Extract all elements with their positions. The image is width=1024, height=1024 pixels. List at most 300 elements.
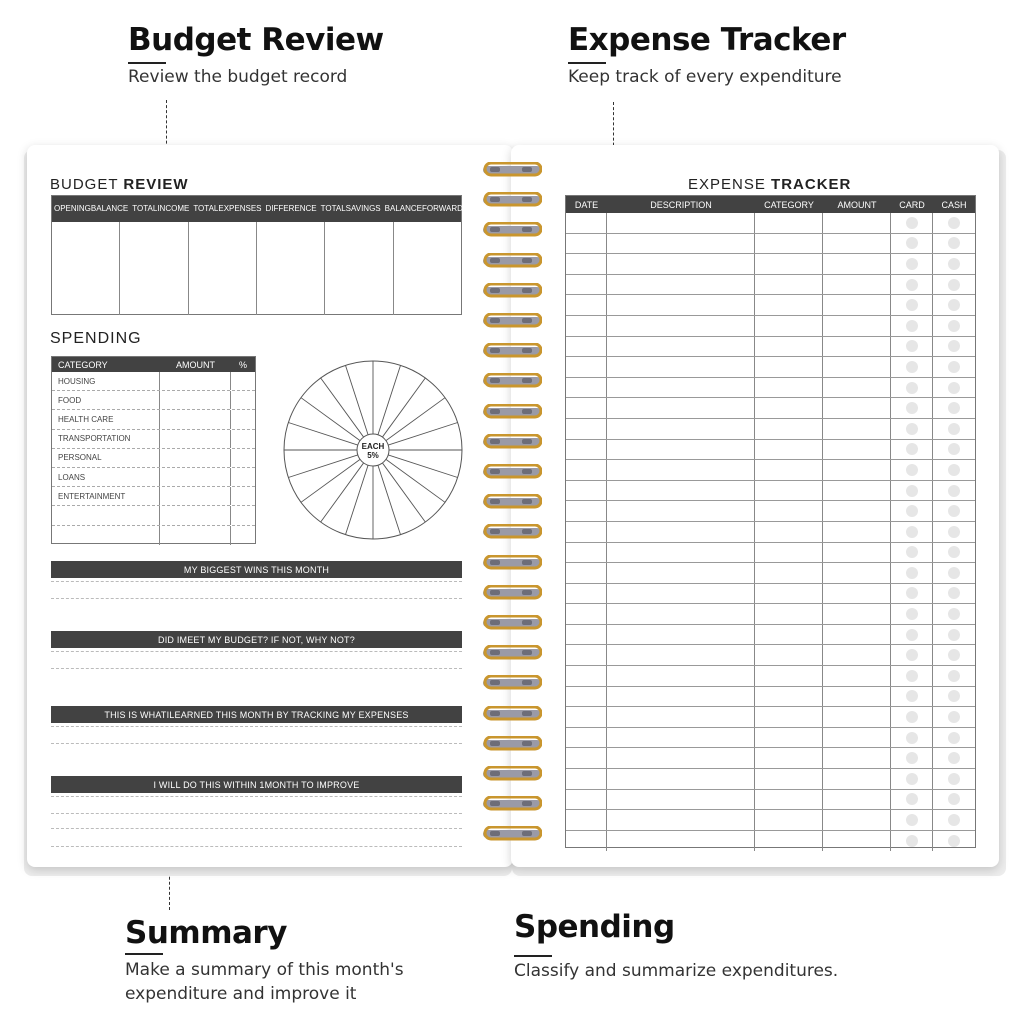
cash-checkbox[interactable] bbox=[948, 402, 960, 414]
cash-checkbox[interactable] bbox=[948, 649, 960, 661]
expense-card-cell[interactable] bbox=[891, 769, 933, 789]
expense-cash-cell[interactable] bbox=[933, 645, 975, 665]
summary-prompt-bar: MY BIGGEST WINS THIS MONTH bbox=[51, 561, 462, 578]
expense-row bbox=[566, 419, 975, 440]
summary-writing-line[interactable] bbox=[51, 796, 462, 797]
expense-cash-cell[interactable] bbox=[933, 460, 975, 480]
summary-caption-line2: expenditure and improve it bbox=[125, 984, 357, 1004]
expense-description-cell[interactable] bbox=[607, 460, 755, 480]
card-checkbox[interactable] bbox=[906, 382, 918, 394]
expense-card-cell[interactable] bbox=[891, 357, 933, 377]
expense-card-cell[interactable] bbox=[891, 398, 933, 418]
expense-description-cell[interactable] bbox=[607, 687, 755, 707]
spending-amount-cell[interactable] bbox=[160, 487, 231, 505]
expense-category-cell[interactable] bbox=[755, 275, 823, 295]
spending-percent-cell[interactable] bbox=[231, 526, 255, 545]
expense-card-cell[interactable] bbox=[891, 748, 933, 768]
card-checkbox[interactable] bbox=[906, 217, 918, 229]
cash-checkbox[interactable] bbox=[948, 629, 960, 641]
expense-card-cell[interactable] bbox=[891, 316, 933, 336]
budget-review-cell[interactable] bbox=[52, 222, 120, 315]
expense-card-cell[interactable] bbox=[891, 584, 933, 604]
expense-amount-cell[interactable] bbox=[823, 707, 891, 727]
card-checkbox[interactable] bbox=[906, 485, 918, 497]
summary-writing-line[interactable] bbox=[51, 726, 462, 727]
spending-amount-cell[interactable] bbox=[160, 391, 231, 409]
expense-category-cell[interactable] bbox=[755, 584, 823, 604]
expense-cash-cell[interactable] bbox=[933, 584, 975, 604]
cash-checkbox[interactable] bbox=[948, 279, 960, 291]
budget-review-cell[interactable] bbox=[257, 222, 325, 315]
spending-amount-cell[interactable] bbox=[160, 526, 231, 545]
expense-date-cell[interactable] bbox=[566, 254, 607, 274]
cash-checkbox[interactable] bbox=[948, 382, 960, 394]
expense-date-cell[interactable] bbox=[566, 625, 607, 645]
expense-cash-cell[interactable] bbox=[933, 481, 975, 501]
expense-date-cell[interactable] bbox=[566, 831, 607, 852]
cash-checkbox[interactable] bbox=[948, 423, 960, 435]
spending-percent-cell[interactable] bbox=[231, 487, 255, 505]
cash-checkbox[interactable] bbox=[948, 464, 960, 476]
expense-amount-cell[interactable] bbox=[823, 213, 891, 233]
expense-amount-cell[interactable] bbox=[823, 584, 891, 604]
cash-checkbox[interactable] bbox=[948, 258, 960, 270]
spending-percent-cell[interactable] bbox=[231, 506, 255, 524]
cash-checkbox[interactable] bbox=[948, 670, 960, 682]
spending-percent-cell[interactable] bbox=[231, 410, 255, 428]
expense-description-cell[interactable] bbox=[607, 419, 755, 439]
expense-cash-cell[interactable] bbox=[933, 748, 975, 768]
expense-cash-cell[interactable] bbox=[933, 625, 975, 645]
spiral-coil bbox=[482, 766, 542, 782]
expense-description-cell[interactable] bbox=[607, 748, 755, 768]
card-checkbox[interactable] bbox=[906, 814, 918, 826]
expense-cash-cell[interactable] bbox=[933, 687, 975, 707]
expense-cash-cell[interactable] bbox=[933, 790, 975, 810]
expense-amount-cell[interactable] bbox=[823, 337, 891, 357]
expense-cash-cell[interactable] bbox=[933, 254, 975, 274]
cash-checkbox[interactable] bbox=[948, 505, 960, 517]
expense-date-cell[interactable] bbox=[566, 316, 607, 336]
spending-percent-cell[interactable] bbox=[231, 468, 255, 486]
expense-amount-cell[interactable] bbox=[823, 440, 891, 460]
summary-writing-line[interactable] bbox=[51, 828, 462, 829]
expense-amount-cell[interactable] bbox=[823, 378, 891, 398]
expense-description-cell[interactable] bbox=[607, 501, 755, 521]
expense-date-cell[interactable] bbox=[566, 501, 607, 521]
expense-category-cell[interactable] bbox=[755, 831, 823, 852]
expense-card-cell[interactable] bbox=[891, 501, 933, 521]
expense-category-cell[interactable] bbox=[755, 378, 823, 398]
card-checkbox[interactable] bbox=[906, 773, 918, 785]
budget-review-cell[interactable] bbox=[394, 222, 461, 315]
expense-cash-cell[interactable] bbox=[933, 728, 975, 748]
expense-amount-cell[interactable] bbox=[823, 728, 891, 748]
expense-date-cell[interactable] bbox=[566, 398, 607, 418]
cash-checkbox[interactable] bbox=[948, 526, 960, 538]
summary-writing-line[interactable] bbox=[51, 668, 462, 669]
summary-writing-line[interactable] bbox=[51, 846, 462, 847]
expense-amount-cell[interactable] bbox=[823, 234, 891, 254]
expense-category-cell[interactable] bbox=[755, 481, 823, 501]
expense-description-cell[interactable] bbox=[607, 522, 755, 542]
expense-date-cell[interactable] bbox=[566, 419, 607, 439]
expense-amount-cell[interactable] bbox=[823, 687, 891, 707]
expense-description-cell[interactable] bbox=[607, 254, 755, 274]
expense-category-cell[interactable] bbox=[755, 748, 823, 768]
expense-row bbox=[566, 460, 975, 481]
expense-category-cell[interactable] bbox=[755, 295, 823, 315]
cash-checkbox[interactable] bbox=[948, 835, 960, 847]
expense-date-cell[interactable] bbox=[566, 481, 607, 501]
spiral-coil bbox=[482, 222, 542, 238]
expense-row bbox=[566, 769, 975, 790]
expense-card-cell[interactable] bbox=[891, 728, 933, 748]
summary-writing-line[interactable] bbox=[51, 581, 462, 582]
card-checkbox[interactable] bbox=[906, 505, 918, 517]
expense-card-cell[interactable] bbox=[891, 810, 933, 830]
cash-checkbox[interactable] bbox=[948, 608, 960, 620]
expense-amount-cell[interactable] bbox=[823, 357, 891, 377]
expense-category-cell[interactable] bbox=[755, 357, 823, 377]
summary-writing-line[interactable] bbox=[51, 651, 462, 652]
expense-cash-cell[interactable] bbox=[933, 604, 975, 624]
budget-review-cell[interactable] bbox=[325, 222, 393, 315]
expense-date-cell[interactable] bbox=[566, 748, 607, 768]
cash-checkbox[interactable] bbox=[948, 814, 960, 826]
expense-date-cell[interactable] bbox=[566, 440, 607, 460]
expense-description-cell[interactable] bbox=[607, 584, 755, 604]
expense-description-cell[interactable] bbox=[607, 543, 755, 563]
expense-card-cell[interactable] bbox=[891, 275, 933, 295]
cash-checkbox[interactable] bbox=[948, 237, 960, 249]
expense-description-cell[interactable] bbox=[607, 666, 755, 686]
card-checkbox[interactable] bbox=[906, 237, 918, 249]
expense-category-cell[interactable] bbox=[755, 810, 823, 830]
spending-category: HEALTH CARE bbox=[52, 410, 160, 428]
expense-date-cell[interactable] bbox=[566, 604, 607, 624]
expense-date-cell[interactable] bbox=[566, 275, 607, 295]
expense-description-cell[interactable] bbox=[607, 316, 755, 336]
expense-card-cell[interactable] bbox=[891, 419, 933, 439]
expense-cash-cell[interactable] bbox=[933, 419, 975, 439]
cash-checkbox[interactable] bbox=[948, 217, 960, 229]
expense-date-cell[interactable] bbox=[566, 666, 607, 686]
expense-card-cell[interactable] bbox=[891, 790, 933, 810]
expense-cash-cell[interactable] bbox=[933, 563, 975, 583]
spending-percent-cell[interactable] bbox=[231, 391, 255, 409]
cash-checkbox[interactable] bbox=[948, 793, 960, 805]
budget-review-column-header bbox=[130, 196, 191, 222]
expense-cash-cell[interactable] bbox=[933, 357, 975, 377]
expense-description-cell[interactable] bbox=[607, 769, 755, 789]
expense-description-cell[interactable] bbox=[607, 481, 755, 501]
expense-cash-cell[interactable] bbox=[933, 234, 975, 254]
expense-card-cell[interactable] bbox=[891, 460, 933, 480]
expense-card-cell[interactable] bbox=[891, 337, 933, 357]
expense-card-cell[interactable] bbox=[891, 625, 933, 645]
expense-cash-cell[interactable] bbox=[933, 831, 975, 852]
expense-cash-cell[interactable] bbox=[933, 522, 975, 542]
expense-description-cell[interactable] bbox=[607, 275, 755, 295]
expense-amount-cell[interactable] bbox=[823, 460, 891, 480]
expense-cash-cell[interactable] bbox=[933, 810, 975, 830]
expense-card-cell[interactable] bbox=[891, 543, 933, 563]
card-checkbox[interactable] bbox=[906, 443, 918, 455]
card-checkbox[interactable] bbox=[906, 320, 918, 332]
expense-description-cell[interactable] bbox=[607, 604, 755, 624]
expense-amount-cell[interactable] bbox=[823, 295, 891, 315]
card-checkbox[interactable] bbox=[906, 546, 918, 558]
expense-description-cell[interactable] bbox=[607, 790, 755, 810]
expense-amount-cell[interactable] bbox=[823, 501, 891, 521]
expense-cash-cell[interactable] bbox=[933, 707, 975, 727]
spending-amount-cell[interactable] bbox=[160, 410, 231, 428]
expense-card-cell[interactable] bbox=[891, 563, 933, 583]
expense-category-cell[interactable] bbox=[755, 769, 823, 789]
expense-card-cell[interactable] bbox=[891, 254, 933, 274]
expense-card-cell[interactable] bbox=[891, 666, 933, 686]
expense-category-cell[interactable] bbox=[755, 790, 823, 810]
card-checkbox[interactable] bbox=[906, 752, 918, 764]
expense-category-cell[interactable] bbox=[755, 625, 823, 645]
expense-description-cell[interactable] bbox=[607, 378, 755, 398]
expense-date-cell[interactable] bbox=[566, 810, 607, 830]
summary-writing-line[interactable] bbox=[51, 598, 462, 599]
expense-row bbox=[566, 604, 975, 625]
card-checkbox[interactable] bbox=[906, 423, 918, 435]
expense-category-cell[interactable] bbox=[755, 398, 823, 418]
card-checkbox[interactable] bbox=[906, 835, 918, 847]
expense-date-cell[interactable] bbox=[566, 357, 607, 377]
spending-amount-cell[interactable] bbox=[160, 506, 231, 524]
expense-description-cell[interactable] bbox=[607, 707, 755, 727]
expense-cash-cell[interactable] bbox=[933, 316, 975, 336]
card-checkbox[interactable] bbox=[906, 361, 918, 373]
expense-card-cell[interactable] bbox=[891, 295, 933, 315]
expense-description-cell[interactable] bbox=[607, 440, 755, 460]
expense-cash-cell[interactable] bbox=[933, 295, 975, 315]
expense-amount-cell[interactable] bbox=[823, 419, 891, 439]
expense-date-cell[interactable] bbox=[566, 563, 607, 583]
expense-description-cell[interactable] bbox=[607, 357, 755, 377]
cash-checkbox[interactable] bbox=[948, 567, 960, 579]
expense-cash-cell[interactable] bbox=[933, 440, 975, 460]
expense-amount-cell[interactable] bbox=[823, 625, 891, 645]
expense-cash-cell[interactable] bbox=[933, 275, 975, 295]
expense-date-cell[interactable] bbox=[566, 543, 607, 563]
expense-amount-cell[interactable] bbox=[823, 790, 891, 810]
expense-card-cell[interactable] bbox=[891, 378, 933, 398]
expense-description-cell[interactable] bbox=[607, 810, 755, 830]
expense-category-cell[interactable] bbox=[755, 543, 823, 563]
expense-card-cell[interactable] bbox=[891, 234, 933, 254]
card-checkbox[interactable] bbox=[906, 711, 918, 723]
expense-amount-cell[interactable] bbox=[823, 831, 891, 852]
spending-amount-cell[interactable] bbox=[160, 430, 231, 448]
expense-amount-cell[interactable] bbox=[823, 254, 891, 274]
expense-card-cell[interactable] bbox=[891, 604, 933, 624]
expense-card-cell[interactable] bbox=[891, 687, 933, 707]
expense-category-cell[interactable] bbox=[755, 337, 823, 357]
expense-cash-cell[interactable] bbox=[933, 769, 975, 789]
expense-cash-cell[interactable] bbox=[933, 337, 975, 357]
expense-cash-cell[interactable] bbox=[933, 501, 975, 521]
card-checkbox[interactable] bbox=[906, 402, 918, 414]
expense-card-cell[interactable] bbox=[891, 831, 933, 852]
expense-date-cell[interactable] bbox=[566, 728, 607, 748]
spending-percent-cell[interactable] bbox=[231, 372, 255, 390]
cash-checkbox[interactable] bbox=[948, 320, 960, 332]
expense-card-cell[interactable] bbox=[891, 522, 933, 542]
card-checkbox[interactable] bbox=[906, 279, 918, 291]
expense-category-cell[interactable] bbox=[755, 728, 823, 748]
cash-checkbox[interactable] bbox=[948, 752, 960, 764]
expense-tracker-title: EXPENSE TRACKER bbox=[688, 176, 852, 193]
budget-review-cell[interactable] bbox=[120, 222, 188, 315]
cash-checkbox[interactable] bbox=[948, 773, 960, 785]
expense-amount-cell[interactable] bbox=[823, 748, 891, 768]
cash-checkbox[interactable] bbox=[948, 732, 960, 744]
expense-amount-cell[interactable] bbox=[823, 645, 891, 665]
card-checkbox[interactable] bbox=[906, 732, 918, 744]
expense-date-cell[interactable] bbox=[566, 460, 607, 480]
expense-col-date: DATE bbox=[574, 199, 599, 210]
expense-amount-cell[interactable] bbox=[823, 666, 891, 686]
spending-amount-cell[interactable] bbox=[160, 449, 231, 467]
expense-category-cell[interactable] bbox=[755, 213, 823, 233]
card-checkbox[interactable] bbox=[906, 526, 918, 538]
expense-amount-cell[interactable] bbox=[823, 604, 891, 624]
cash-checkbox[interactable] bbox=[948, 546, 960, 558]
expense-category-cell[interactable] bbox=[755, 604, 823, 624]
expense-cash-cell[interactable] bbox=[933, 213, 975, 233]
expense-description-cell[interactable] bbox=[607, 728, 755, 748]
cash-checkbox[interactable] bbox=[948, 361, 960, 373]
card-checkbox[interactable] bbox=[906, 567, 918, 579]
expense-date-cell[interactable] bbox=[566, 234, 607, 254]
expense-description-cell[interactable] bbox=[607, 831, 755, 852]
expense-category-cell[interactable] bbox=[755, 563, 823, 583]
card-checkbox[interactable] bbox=[906, 793, 918, 805]
expense-description-cell[interactable] bbox=[607, 213, 755, 233]
expense-date-cell[interactable] bbox=[566, 687, 607, 707]
expense-cash-cell[interactable] bbox=[933, 543, 975, 563]
expense-cash-cell[interactable] bbox=[933, 666, 975, 686]
expense-date-cell[interactable] bbox=[566, 295, 607, 315]
cash-checkbox[interactable] bbox=[948, 299, 960, 311]
spending-percent-cell[interactable] bbox=[231, 449, 255, 467]
spending-amount-cell[interactable] bbox=[160, 372, 231, 390]
expense-date-cell[interactable] bbox=[566, 707, 607, 727]
expense-amount-cell[interactable] bbox=[823, 398, 891, 418]
cash-checkbox[interactable] bbox=[948, 711, 960, 723]
expense-amount-cell[interactable] bbox=[823, 481, 891, 501]
expense-amount-cell[interactable] bbox=[823, 275, 891, 295]
expense-category-cell[interactable] bbox=[755, 645, 823, 665]
expense-amount-cell[interactable] bbox=[823, 769, 891, 789]
budget-review-column-label: TOTAL bbox=[193, 204, 219, 213]
expense-cash-cell[interactable] bbox=[933, 378, 975, 398]
card-checkbox[interactable] bbox=[906, 608, 918, 620]
expense-category-cell[interactable] bbox=[755, 419, 823, 439]
budget-review-column-header bbox=[191, 196, 263, 222]
expense-category-cell[interactable] bbox=[755, 460, 823, 480]
summary-writing-line[interactable] bbox=[51, 813, 462, 814]
expense-date-cell[interactable] bbox=[566, 378, 607, 398]
expense-date-cell[interactable] bbox=[566, 337, 607, 357]
expense-card-cell[interactable] bbox=[891, 707, 933, 727]
expense-amount-cell[interactable] bbox=[823, 316, 891, 336]
expense-description-cell[interactable] bbox=[607, 398, 755, 418]
cash-checkbox[interactable] bbox=[948, 690, 960, 702]
expense-category-cell[interactable] bbox=[755, 501, 823, 521]
card-checkbox[interactable] bbox=[906, 587, 918, 599]
budget-review-cell[interactable] bbox=[189, 222, 257, 315]
expense-amount-cell[interactable] bbox=[823, 543, 891, 563]
expense-date-cell[interactable] bbox=[566, 522, 607, 542]
card-checkbox[interactable] bbox=[906, 629, 918, 641]
card-checkbox[interactable] bbox=[906, 258, 918, 270]
spending-category: LOANS bbox=[52, 468, 160, 486]
card-checkbox[interactable] bbox=[906, 464, 918, 476]
card-checkbox[interactable] bbox=[906, 670, 918, 682]
spending-percent-cell[interactable] bbox=[231, 430, 255, 448]
expense-card-cell[interactable] bbox=[891, 440, 933, 460]
expense-date-cell[interactable] bbox=[566, 213, 607, 233]
cash-checkbox[interactable] bbox=[948, 587, 960, 599]
expense-category-cell[interactable] bbox=[755, 666, 823, 686]
spending-amount-cell[interactable] bbox=[160, 468, 231, 486]
spending-row bbox=[52, 391, 255, 410]
expense-date-cell[interactable] bbox=[566, 769, 607, 789]
summary-prompt-bar: THIS IS WHATILEARNED THIS MONTH BY TRACKING MY EXPENSES bbox=[51, 706, 462, 723]
spending-table bbox=[51, 356, 256, 544]
expense-description-cell[interactable] bbox=[607, 625, 755, 645]
expense-category-cell[interactable] bbox=[755, 707, 823, 727]
cash-checkbox[interactable] bbox=[948, 340, 960, 352]
expense-card-cell[interactable] bbox=[891, 481, 933, 501]
expense-description-cell[interactable] bbox=[607, 645, 755, 665]
expense-description-cell[interactable] bbox=[607, 295, 755, 315]
expense-amount-cell[interactable] bbox=[823, 563, 891, 583]
expense-category-cell[interactable] bbox=[755, 254, 823, 274]
expense-description-cell[interactable] bbox=[607, 337, 755, 357]
card-checkbox[interactable] bbox=[906, 649, 918, 661]
card-checkbox[interactable] bbox=[906, 299, 918, 311]
expense-amount-cell[interactable] bbox=[823, 522, 891, 542]
expense-date-cell[interactable] bbox=[566, 645, 607, 665]
expense-card-cell[interactable] bbox=[891, 213, 933, 233]
expense-amount-cell[interactable] bbox=[823, 810, 891, 830]
cash-checkbox[interactable] bbox=[948, 443, 960, 455]
expense-category-cell[interactable] bbox=[755, 522, 823, 542]
summary-writing-line[interactable] bbox=[51, 743, 462, 744]
card-checkbox[interactable] bbox=[906, 340, 918, 352]
expense-description-cell[interactable] bbox=[607, 563, 755, 583]
card-checkbox[interactable] bbox=[906, 690, 918, 702]
expense-description-cell[interactable] bbox=[607, 234, 755, 254]
expense-card-cell[interactable] bbox=[891, 645, 933, 665]
expense-cash-cell[interactable] bbox=[933, 398, 975, 418]
expense-date-cell[interactable] bbox=[566, 584, 607, 604]
expense-category-cell[interactable] bbox=[755, 440, 823, 460]
expense-category-cell[interactable] bbox=[755, 234, 823, 254]
expense-category-cell[interactable] bbox=[755, 316, 823, 336]
expense-category-cell[interactable] bbox=[755, 687, 823, 707]
cash-checkbox[interactable] bbox=[948, 485, 960, 497]
expense-date-cell[interactable] bbox=[566, 790, 607, 810]
